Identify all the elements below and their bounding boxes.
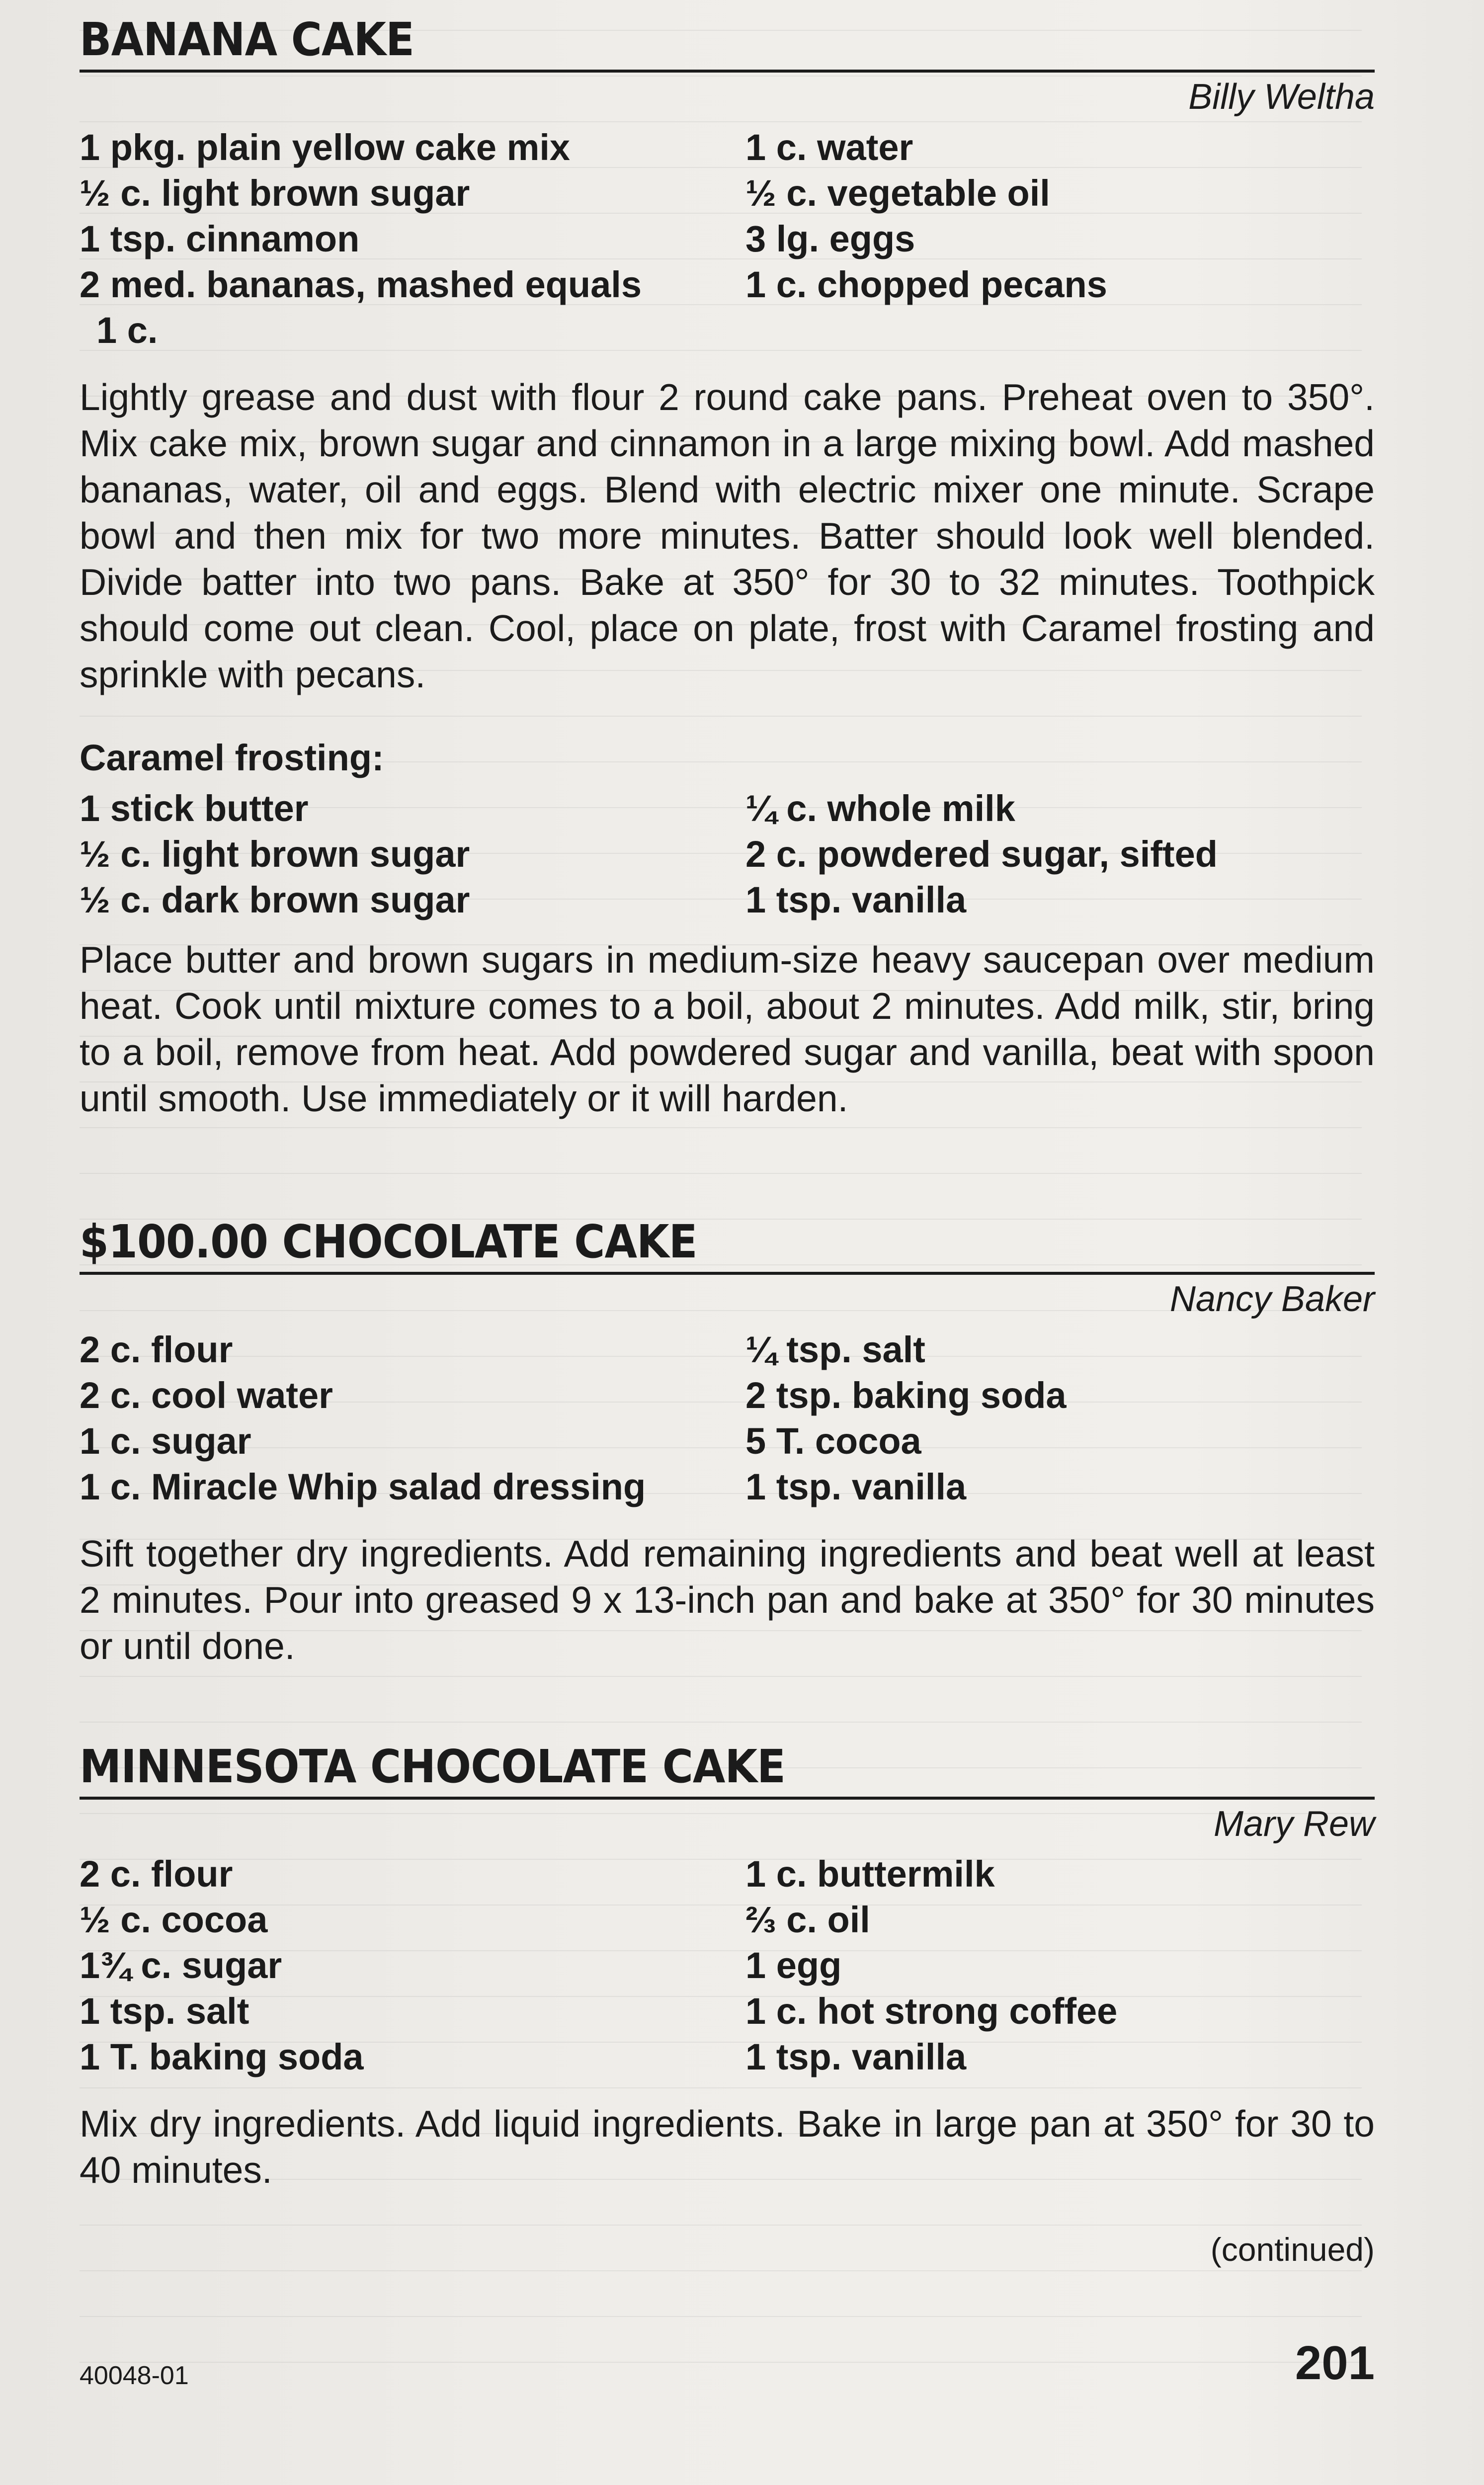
ingredient-item: 1 c. <box>96 309 158 351</box>
ingredient-item: 1¾ c. sugar <box>80 1945 282 1987</box>
ingredient-column-left <box>80 786 745 923</box>
ingredient-item: 2 c. flour <box>80 1853 233 1895</box>
ingredient-item: 1 tsp. cinnamon <box>80 218 360 259</box>
ingredient-item: 1 tsp. salt <box>80 1990 249 2032</box>
ingredient-item: 2 c. cool water <box>80 1374 333 1416</box>
ingredient-item: ½ c. cocoa <box>80 1899 268 1941</box>
recipe-author: Billy Weltha <box>1188 77 1375 117</box>
ingredient-item: 1 tsp. vanilla <box>745 2036 967 2078</box>
page-footer <box>80 2336 1375 2391</box>
title-rule <box>80 1272 1375 1275</box>
ingredient-item: ½ c. light brown sugar <box>80 172 470 214</box>
recipe-author: Nancy Baker <box>1169 1279 1375 1319</box>
ingredient-item: ½ c. light brown sugar <box>80 833 470 875</box>
ingredient-column-right <box>745 1851 1375 2080</box>
ingredient-item: 1 c. water <box>745 126 913 168</box>
ingredient-column-left <box>80 1851 745 2080</box>
frosting-subtitle: Caramel frosting: <box>80 737 384 778</box>
recipe-instructions: Lightly grease and dust with flour 2 round cake pans. Preheat oven to 350°. Mix cake mix, brown sugar and cinnamon in a large mixing bowl. Add mashed bananas, water, oil and eggs. Blend with electric mixer one minute. Scrape bowl and then mix for two more minutes. Batter should look well blended. Divide batter into two pans. Bake at 350° for 30 to 32 minutes. Toothpick should come out clean. Cool, place on plate, frost with Caramel frosting and sprinkle with pecans. <box>80 376 1375 695</box>
recipe-title: MINNESOTA CHOCOLATE CAKE <box>80 1740 786 1793</box>
frosting-ingredient-list <box>80 786 1375 923</box>
ingredient-item: 1 c. hot strong coffee <box>745 1990 1118 2032</box>
ingredient-list <box>80 1327 1375 1510</box>
ingredient-item: 1 tsp. vanilla <box>745 1466 967 1507</box>
recipe-title: $100.00 CHOCOLATE CAKE <box>80 1215 697 1268</box>
ingredient-column-right <box>745 1327 1375 1510</box>
recipe-100-chocolate-cake <box>80 1215 1375 1669</box>
ingredient-item: 2 med. bananas, mashed equals <box>80 263 642 305</box>
ingredient-item: ¼ c. whole milk <box>745 787 1015 829</box>
ingredient-list <box>80 125 1375 353</box>
ingredient-item: 2 tsp. baking soda <box>745 1374 1067 1416</box>
ingredient-item: 1 stick butter <box>80 787 309 829</box>
ingredient-item: ⅔ c. oil <box>745 1899 870 1941</box>
ingredient-column-left <box>80 125 745 353</box>
ingredient-item: 5 T. cocoa <box>745 1420 921 1462</box>
ingredient-item: 1 c. Miracle Whip salad dressing <box>80 1466 646 1507</box>
ingredient-list <box>80 1851 1375 2080</box>
ingredient-item: 1 T. baking soda <box>80 2036 364 2078</box>
ingredient-column-right <box>745 125 1375 353</box>
recipe-banana-cake <box>80 0 1375 1122</box>
recipe-instructions: Mix dry ingredients. Add liquid ingredients. Bake in large pan at 350° for 30 to 40 minutes. <box>80 2103 1375 2191</box>
recipe-title: BANANA CAKE <box>80 13 414 66</box>
ingredient-column-left <box>80 1327 745 1510</box>
ingredient-item: 1 c. buttermilk <box>745 1853 995 1895</box>
ingredient-item: ½ c. dark brown sugar <box>80 879 470 920</box>
ingredient-item: 1 c. chopped pecans <box>745 263 1107 305</box>
title-rule <box>80 1797 1375 1800</box>
continued-note: (continued) <box>1210 2231 1375 2268</box>
title-rule <box>80 70 1375 73</box>
ingredient-item: 3 lg. eggs <box>745 218 915 259</box>
recipe-minnesota-chocolate-cake <box>80 1740 1375 2269</box>
ingredient-column-right <box>745 786 1375 923</box>
ingredient-item: 2 c. powdered sugar, sifted <box>745 833 1218 875</box>
print-code: 40048-01 <box>80 2361 189 2390</box>
frosting-instructions: Place butter and brown sugars in medium-size heavy saucepan over medium heat. Cook until mixture comes to a boil, about 2 minutes. Add milk, stir, bring to a boil, remove from heat. Add powdered sugar and vanilla, beat with spoon until smooth. Use immediately or it will harden. <box>80 938 1375 1119</box>
recipe-author: Mary Rew <box>1213 1804 1375 1844</box>
recipe-instructions: Sift together dry ingredients. Add remaining ingredients and beat well at least 2 minutes. Pour into greased 9 x 13-inch pan and bake at 350° for 30 minutes or until done. <box>80 1532 1375 1667</box>
ingredient-item: ¼ tsp. salt <box>745 1328 925 1370</box>
ingredient-item: 1 c. sugar <box>80 1420 251 1462</box>
ingredient-item: 1 egg <box>745 1945 842 1987</box>
ingredient-item: 1 tsp. vanilla <box>745 879 967 920</box>
ingredient-item: 2 c. flour <box>80 1328 233 1370</box>
page-number: 201 <box>1295 2336 1375 2390</box>
ingredient-item: ½ c. vegetable oil <box>745 172 1050 214</box>
ingredient-item: 1 pkg. plain yellow cake mix <box>80 126 571 168</box>
